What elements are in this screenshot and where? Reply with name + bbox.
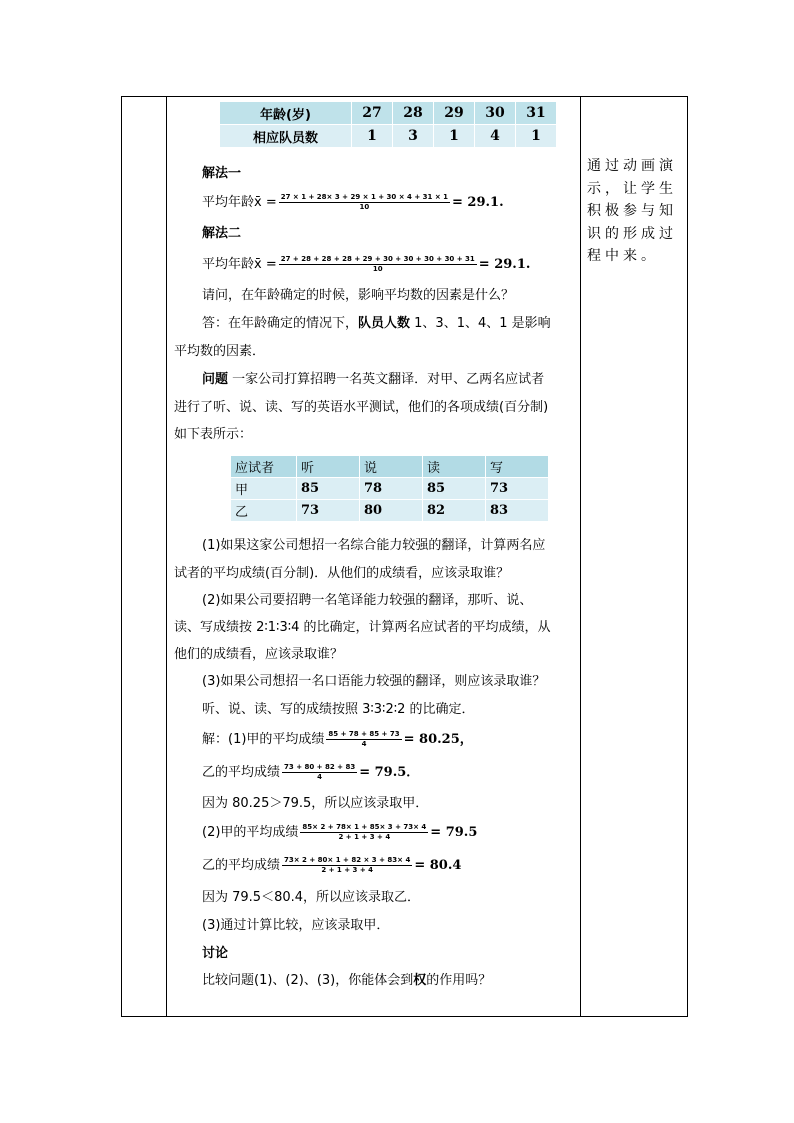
solution-2b-denominator: 2 + 1 + 3 + 4 bbox=[321, 866, 374, 874]
age-cell: 29 bbox=[434, 102, 475, 125]
question-line: 请问，在年龄确定的时候，影响平均数的因素是什么？ bbox=[202, 288, 515, 303]
problem-label: 问题 bbox=[202, 372, 229, 387]
solution-2b-fraction bbox=[282, 856, 412, 875]
count-cell: 4 bbox=[475, 125, 516, 148]
solution-2c: 因为 79.5＜80.4，所以应该录取乙． bbox=[202, 890, 421, 905]
discussion-pre: 比较问题(1)、(2)、(3)，你能体会到 bbox=[202, 973, 414, 988]
answer-pre: 答：在年龄确定的情况下， bbox=[202, 316, 359, 331]
method1-prefix: 平均年龄x̄ = bbox=[202, 194, 277, 210]
q2-line-2: 读、写成绩按 2∶1∶3∶4 的比确定，计算两名应试者的平均成绩，从 bbox=[174, 620, 551, 635]
method1-title: 解法一 bbox=[202, 166, 242, 181]
score-cell: 82 bbox=[423, 500, 486, 522]
score-header-row bbox=[231, 456, 549, 478]
solution-2a bbox=[202, 823, 477, 842]
solution-2b-prefix: 乙的平均成绩 bbox=[202, 857, 281, 873]
solution-1a-result: = 80.25， bbox=[403, 731, 473, 747]
score-cell: 80 bbox=[360, 500, 423, 522]
score-cell: 甲 bbox=[231, 478, 297, 500]
age-cell: 28 bbox=[393, 102, 434, 125]
score-header: 读 bbox=[423, 456, 486, 478]
score-row bbox=[231, 478, 549, 500]
problem-text: 一家公司打算招聘一名英文翻译．对甲、乙两名应试者 bbox=[228, 372, 545, 387]
count-cell: 1 bbox=[434, 125, 475, 148]
score-cell: 78 bbox=[360, 478, 423, 500]
method1-fraction bbox=[279, 193, 450, 212]
score-cell: 83 bbox=[486, 500, 549, 522]
score-header: 听 bbox=[297, 456, 360, 478]
solution-1a bbox=[202, 730, 473, 749]
q3-line-2: 听、说、读、写的成绩按照 3∶3∶2∶2 的比确定． bbox=[202, 702, 475, 717]
solution-2b bbox=[202, 856, 461, 875]
score-table bbox=[230, 455, 549, 522]
count-cell: 3 bbox=[393, 125, 434, 148]
score-cell: 85 bbox=[423, 478, 486, 500]
method2-formula bbox=[202, 255, 530, 274]
solution-1a-prefix: 解：(1)甲的平均成绩 bbox=[202, 731, 325, 747]
solution-1b-denominator: 4 bbox=[317, 773, 323, 781]
score-cell: 73 bbox=[486, 478, 549, 500]
solution-1a-fraction bbox=[326, 730, 401, 749]
age-cell: 27 bbox=[352, 102, 393, 125]
solution-1c: 因为 80.25＞79.5，所以应该录取甲． bbox=[202, 796, 429, 811]
score-cell: 85 bbox=[297, 478, 360, 500]
discussion-text bbox=[202, 973, 491, 989]
method2-numerator: 27 + 28 + 28 + 28 + 29 + 30 + 30 + 30 + 30 + 31 bbox=[280, 255, 475, 263]
teaching-content-cell bbox=[167, 96, 581, 1017]
solution-1a-numerator: 85 + 78 + 85 + 73 bbox=[328, 730, 400, 738]
answer-line-1 bbox=[202, 316, 551, 332]
age-row bbox=[220, 102, 557, 125]
solution-1a-denominator: 4 bbox=[361, 740, 367, 748]
problem-line-3: 如下表所示： bbox=[174, 427, 253, 442]
q1-line-1: (1)如果这家公司想招一名综合能力较强的翻译，计算两名应 bbox=[202, 538, 546, 553]
q2-line-1: (2)如果公司要招聘一名笔译能力较强的翻译，那听、说、 bbox=[202, 593, 533, 608]
solution-2b-numerator: 73× 2 + 80× 1 + 82 × 3 + 83× 4 bbox=[284, 856, 411, 864]
age-cell: 30 bbox=[475, 102, 516, 125]
solution-2a-result: = 79.5 bbox=[430, 824, 478, 840]
method2-denominator: 10 bbox=[372, 265, 383, 273]
score-cell: 乙 bbox=[231, 500, 297, 522]
method1-denominator: 10 bbox=[359, 203, 370, 211]
score-header: 写 bbox=[486, 456, 549, 478]
discussion-bold: 权 bbox=[413, 973, 427, 988]
solution-1b-prefix: 乙的平均成绩 bbox=[202, 764, 281, 780]
method1-formula bbox=[202, 193, 504, 212]
solution-3: (3)通过计算比较，应该录取甲． bbox=[202, 918, 390, 933]
count-header-label: 相应队员数 bbox=[220, 125, 352, 148]
problem-line-1 bbox=[202, 372, 544, 388]
age-table bbox=[219, 101, 557, 148]
solution-2a-denominator: 2 + 1 + 3 + 4 bbox=[338, 833, 391, 841]
count-cell: 1 bbox=[352, 125, 393, 148]
score-row bbox=[231, 500, 549, 522]
solution-2b-result: = 80.4 bbox=[414, 857, 462, 873]
method1-numerator: 27 × 1 + 28× 3 + 29 × 1 + 30 × 4 + 31 × 1 bbox=[280, 193, 448, 201]
design-intent-note: 通过动画演示，让学生积极参与知识的形成过程中来。 bbox=[587, 158, 677, 264]
q3-line-1: (3)如果公司想招一名口语能力较强的翻译，则应该录取谁？ bbox=[202, 674, 546, 689]
solution-1b-result: = 79.5． bbox=[359, 764, 420, 780]
age-header-label: 年龄(岁) bbox=[220, 102, 352, 125]
solution-2a-numerator: 85× 2 + 78× 1 + 85× 3 + 73× 4 bbox=[302, 823, 427, 831]
q1-line-2: 试者的平均成绩(百分制)．从他们的成绩看，应该录取谁？ bbox=[174, 566, 510, 581]
solution-2a-prefix: (2)甲的平均成绩 bbox=[202, 824, 299, 840]
problem-line-2: 进行了听、说、读、写的英语水平测试，他们的各项成绩(百分制) bbox=[174, 400, 549, 415]
method2-prefix: 平均年龄x̄ = bbox=[202, 256, 277, 272]
solution-2a-fraction bbox=[300, 823, 428, 842]
score-header: 应试者 bbox=[231, 456, 297, 478]
count-cell: 1 bbox=[516, 125, 557, 148]
score-header: 说 bbox=[360, 456, 423, 478]
discussion-post: 的作用吗？ bbox=[426, 973, 492, 988]
answer-bold: 队员人数 bbox=[358, 316, 411, 331]
method1-result: = 29.1. bbox=[452, 194, 504, 210]
method2-result: = 29.1. bbox=[478, 256, 531, 272]
solution-1b-fraction bbox=[282, 763, 357, 782]
solution-1b bbox=[202, 763, 419, 782]
count-row bbox=[220, 125, 557, 148]
q2-line-3: 他们的成绩看，应该录取谁？ bbox=[174, 647, 344, 662]
method2-fraction bbox=[279, 255, 477, 274]
age-cell: 31 bbox=[516, 102, 557, 125]
answer-post: 1、3、1、4、1 是影响 bbox=[410, 316, 551, 331]
answer-line-2: 平均数的因素． bbox=[174, 344, 266, 359]
score-cell: 73 bbox=[297, 500, 360, 522]
method2-title: 解法二 bbox=[202, 226, 242, 241]
discussion-title: 讨论 bbox=[202, 946, 229, 961]
solution-1b-numerator: 73 + 80 + 82 + 83 bbox=[284, 763, 356, 771]
